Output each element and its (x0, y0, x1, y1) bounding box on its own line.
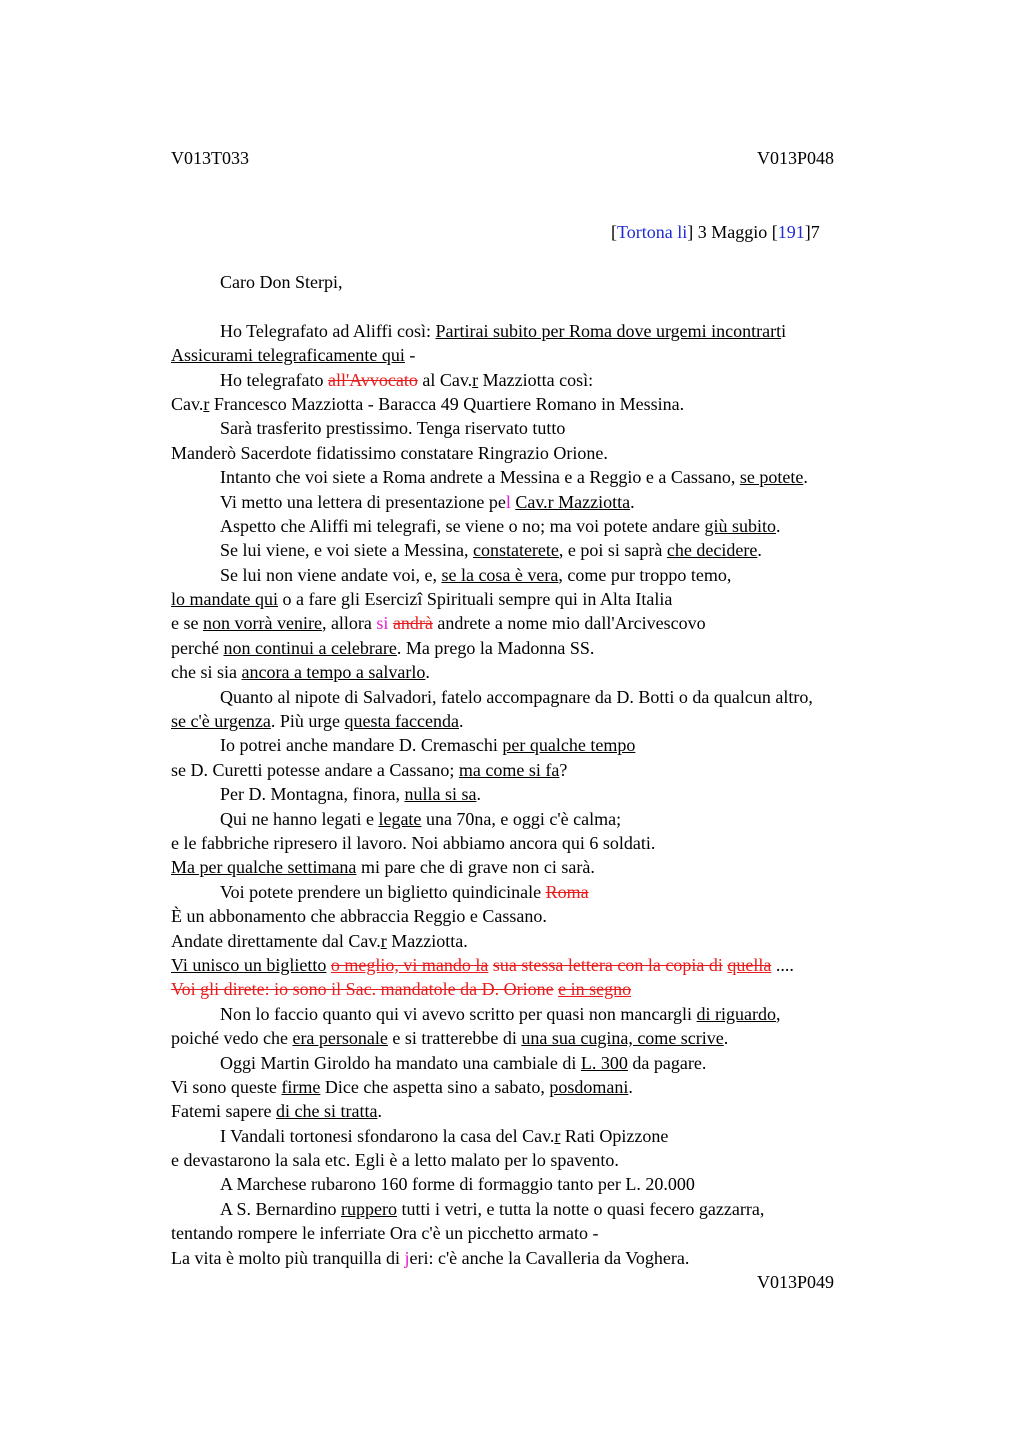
text-line (171, 709, 931, 733)
underlined-text: che decidere (666, 540, 758, 561)
text-segment: . (476, 784, 481, 805)
text-segment: perché (171, 637, 224, 658)
deleted-text: e in segno (558, 979, 632, 1000)
text-segment: Vi sono queste (171, 1076, 282, 1097)
text-segment: Qui ne hanno legati e (220, 808, 379, 829)
text-segment: A Marchese rubarono 160 forme di formaggio tanto per L. 20.000 (220, 1174, 695, 1195)
page-code: V013P048 (757, 148, 835, 168)
text-line (171, 514, 931, 538)
text-segment: Dice che aspetta sino a sabato, (320, 1076, 550, 1097)
text-segment: Intanto che voi siete a Roma andrete a Messina e a Reggio e a Cassano, (220, 467, 740, 488)
deleted-text: o meglio, vi mando la (330, 954, 489, 975)
text-segment: . (723, 1028, 729, 1049)
text-line (171, 343, 931, 367)
text-segment: tentando rompere le inferriate Ora c'è un picchetto armato - (171, 1223, 599, 1244)
text-segment: Voi potete prendere un biglietto quindicinale (220, 881, 546, 902)
underlined-text: questa faccenda (344, 711, 459, 732)
salutation: Caro Don Sterpi, (220, 272, 343, 292)
text-line (171, 685, 931, 709)
text-segment: o a fare gli Esercizî Spirituali sempre qui in Alta Italia (277, 589, 673, 610)
text-segment: Manderò Sacerdote fidatissimo constatare Ringrazio Orione. (171, 442, 608, 463)
text-segment: mi pare che di grave non ci sarà. (356, 857, 595, 878)
text-segment: eri: c'è anche la Cavalleria da Voghera. (409, 1247, 690, 1268)
text-line (171, 782, 931, 806)
text-segment: da pagare. (627, 1052, 707, 1073)
deleted-text: all'Avvocato (327, 369, 418, 390)
text-segment: Ho Telegrafato ad Aliffi così: (220, 320, 436, 341)
deleted-text: Voi gli direte: io sono il Sac. mandatole da D. Orione (171, 979, 554, 1000)
text-line (171, 1197, 931, 1221)
text-line (171, 441, 931, 465)
underlined-text: Assicurami telegraficamente qui (171, 345, 405, 366)
text-segment: Io potrei anche mandare D. Cremaschi (220, 735, 503, 756)
text-segment: . Più urge (270, 711, 345, 732)
text-line (171, 733, 931, 757)
text-segment: Aspetto che Aliffi mi telegrafi, se viene o no; ma voi potete andare (220, 515, 705, 536)
text-line (171, 368, 931, 392)
text-line (171, 490, 931, 514)
text-segment: tutti i vetri, e tutta la notte o quasi fecero gazzarra, (396, 1198, 765, 1219)
text-line (171, 1221, 931, 1245)
text-segment: Se lui viene, e voi siete a Messina, (220, 540, 473, 561)
text-segment: Cav. (171, 393, 204, 414)
underlined-text: di che si tratta (275, 1101, 378, 1122)
date-year-suffix: 7 (810, 222, 820, 242)
underlined-text: ruppero (341, 1198, 397, 1219)
text-segment: I Vandali tortonesi sfondarono la casa del Cav. (220, 1125, 555, 1146)
deleted-text: andrà (392, 613, 433, 634)
text-segment: . (425, 662, 430, 683)
underlined-text: una sua cugina, come scrive (521, 1028, 724, 1049)
letter-date: [Tortona li] 3 Maggio [191]7 (611, 222, 820, 242)
text-line (171, 392, 931, 416)
text-segment: e devastarono la sala etc. Egli è a letto malato per lo spavento. (171, 1150, 619, 1171)
text-line (171, 758, 931, 782)
text-segment: al Cav. (417, 369, 473, 390)
text-segment: una 70na, e oggi c'è calma; (421, 808, 622, 829)
underlined-text: r (380, 930, 387, 951)
underlined-text: posdomani (549, 1076, 629, 1097)
text-segment: Francesco Mazziotta - Baracca 49 Quartiere Romano in Messina. (209, 393, 685, 414)
text-segment: andrete a nome mio dall'Arcivescovo (432, 613, 706, 634)
text-segment: Vi metto una lettera di presentazione pe (220, 491, 506, 512)
text-line (171, 611, 931, 635)
text-segment: , e poi si saprà (558, 540, 667, 561)
text-line (171, 1124, 931, 1148)
underlined-text: era personale (292, 1028, 388, 1049)
text-segment: Fatemi sapere (171, 1101, 276, 1122)
text-segment: . (458, 711, 464, 732)
text-segment: - (404, 345, 416, 366)
text-segment: che si sia (171, 662, 242, 683)
text-segment: È un abbonamento che abbraccia Reggio e Cassano. (171, 906, 547, 927)
text-segment: i (781, 320, 787, 341)
underlined-text: nulla si sa (404, 784, 477, 805)
text-line (171, 660, 931, 684)
text-line (171, 1051, 931, 1075)
letter-text (171, 319, 931, 1270)
underlined-text: Cav.r Mazziotta (515, 491, 631, 512)
text-segment: , come pur troppo temo, (558, 564, 732, 585)
text-segment: e si tratterebbe di (387, 1028, 522, 1049)
underlined-text: per qualche tempo (502, 735, 636, 756)
text-segment: . (628, 1076, 633, 1097)
underlined-text: Vi unisco un biglietto (171, 954, 327, 975)
text-segment: A S. Bernardino (220, 1198, 341, 1219)
inserted-text: si (376, 613, 389, 634)
underlined-text: di riguardo (696, 1003, 777, 1024)
text-line (171, 831, 931, 855)
text-segment: Quanto al nipote di Salvadori, fatelo accompagnare da D. Botti o da qualcun altro, (220, 686, 813, 707)
text-line (171, 977, 931, 1001)
text-line (171, 538, 931, 562)
text-segment: . (377, 1101, 382, 1122)
text-segment: ? (559, 759, 568, 780)
text-segment: Andate direttamente dal Cav. (171, 930, 381, 951)
underlined-text: r (203, 393, 210, 414)
underlined-text: non vorrà venire (202, 613, 322, 634)
text-segment: e se (171, 613, 203, 634)
inserted-text: j (404, 1247, 410, 1268)
text-segment: .... (771, 954, 794, 975)
text-segment: Non lo faccio quanto qui vi avevo scritto per quasi non mancargli (220, 1003, 697, 1024)
underlined-text: ma come si fa (458, 759, 560, 780)
underlined-text: r (554, 1125, 561, 1146)
next-page-code: V013P049 (757, 1272, 835, 1292)
text-segment: Sarà trasferito prestissimo. Tenga riservato tutto (220, 418, 566, 439)
date-city: Tortona li (617, 222, 688, 242)
text-segment: . (630, 491, 635, 512)
underlined-text: se potete (739, 467, 804, 488)
text-line (171, 1075, 931, 1099)
text-line (171, 1148, 931, 1172)
text-line (171, 416, 931, 440)
text-line (171, 319, 931, 343)
blank-line (171, 294, 931, 318)
text-segment: . (757, 540, 762, 561)
underlined-text: giù subito (704, 515, 777, 536)
text-segment: Mazziotta così: (478, 369, 594, 390)
text-line (171, 1246, 931, 1270)
text-segment: , (776, 1003, 781, 1024)
text-line (171, 563, 931, 587)
text-line (171, 807, 931, 831)
text-line (171, 904, 931, 928)
text-line (171, 1002, 931, 1026)
text-segment: . (803, 467, 808, 488)
text-segment: , allora (321, 613, 377, 634)
text-segment: poiché vedo che (171, 1028, 293, 1049)
underlined-text: legate (378, 808, 422, 829)
underlined-text: se c'è urgenza (171, 711, 271, 732)
text-line (171, 1026, 931, 1050)
deleted-text: Roma (545, 881, 589, 902)
underlined-text: lo mandate qui (171, 589, 278, 610)
text-line (171, 1099, 931, 1123)
date-year-prefix: 191 (777, 222, 805, 242)
text-segment: . (776, 515, 781, 536)
text-line (171, 880, 931, 904)
letter-body (171, 270, 931, 1270)
underlined-text: r (472, 369, 479, 390)
text-line (171, 636, 931, 660)
text-segment: se D. Curetti potesse andare a Cassano; (171, 759, 459, 780)
text-line (171, 587, 931, 611)
underlined-text: Ma per qualche settimana (171, 857, 357, 878)
underlined-text: constaterete (472, 540, 559, 561)
underlined-text: Partirai subito per Roma dove urgemi incontrart (435, 320, 782, 341)
text-segment: Rati Opizzone (560, 1125, 669, 1146)
deleted-text: quella (727, 954, 772, 975)
text-segment: Ho telegrafato (220, 369, 328, 390)
text-line (171, 953, 931, 977)
text-line (171, 465, 931, 489)
underlined-text: non continui a celebrare (223, 637, 397, 658)
date-day-month: 3 Maggio (697, 222, 768, 242)
underlined-text: se la cosa è vera (441, 564, 559, 585)
text-segment: . Ma prego la Madonna SS. (396, 637, 595, 658)
underlined-text: ancora a tempo a salvarlo (241, 662, 426, 683)
underlined-text: firme (281, 1076, 321, 1097)
text-segment: La vita è molto più tranquilla di (171, 1247, 405, 1268)
document-code: V013T033 (171, 148, 249, 168)
deleted-text: sua stessa lettera con la copia di (492, 954, 723, 975)
text-segment: Se lui non viene andate voi, e, (220, 564, 442, 585)
text-line (171, 855, 931, 879)
inserted-text: l (505, 491, 511, 512)
underlined-text: L. 300 (580, 1052, 628, 1073)
text-line (171, 1172, 931, 1196)
text-segment: e le fabbriche ripresero il lavoro. Noi abbiamo ancora qui 6 soldati. (171, 832, 656, 853)
text-segment: Mazziotta. (386, 930, 468, 951)
text-segment: Per D. Montagna, finora, (220, 784, 405, 805)
text-segment: Oggi Martin Giroldo ha mandato una cambiale di (220, 1052, 581, 1073)
text-line (171, 929, 931, 953)
